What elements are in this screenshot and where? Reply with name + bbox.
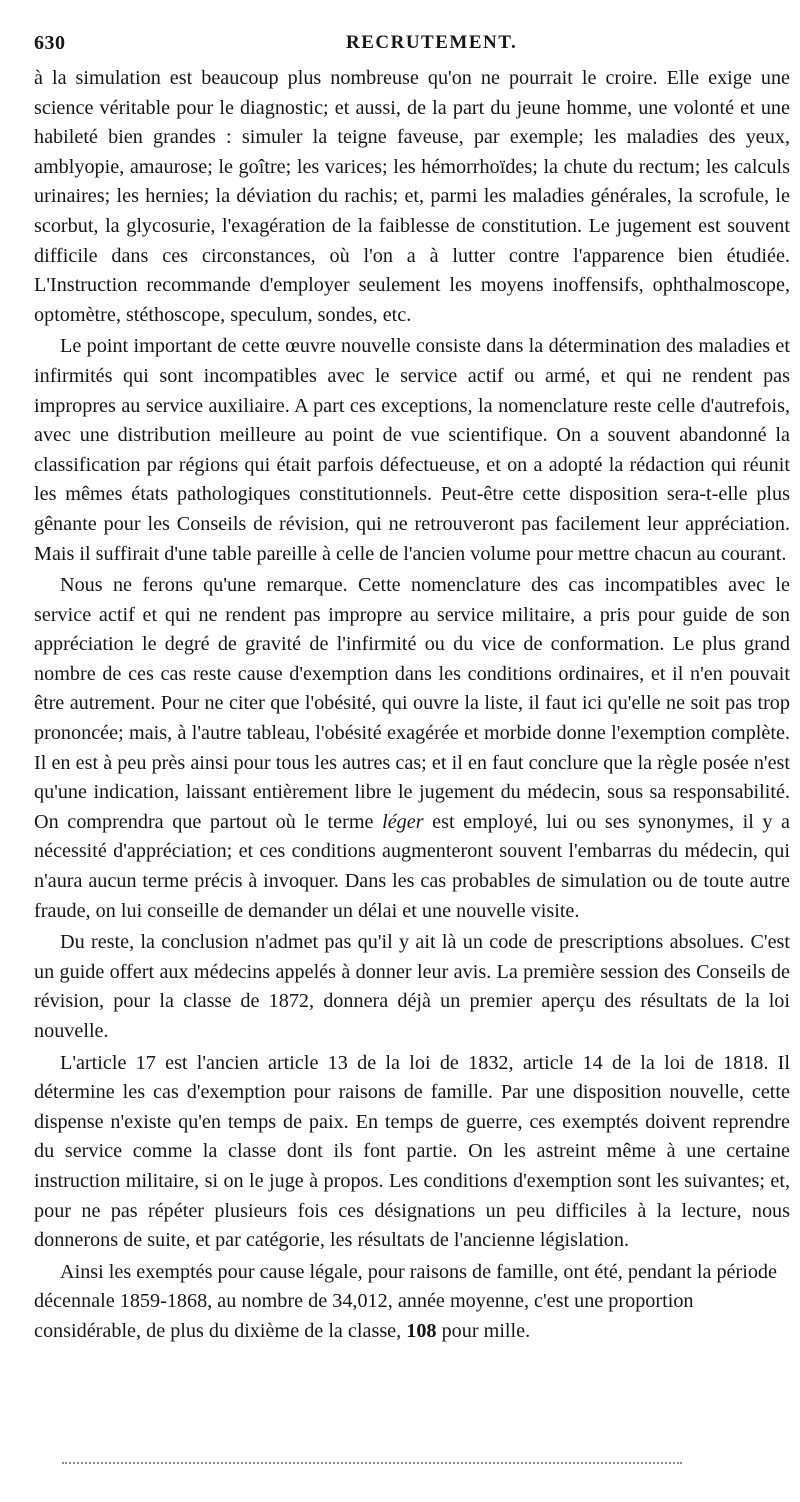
- proportion-figure: 108: [406, 1319, 437, 1342]
- italic-term-leger: léger: [382, 810, 424, 833]
- paragraph-exemptes-text-before: Ainsi les exemptés pour cause légale, pour raisons de famille, ont été, pendant la période décennale 1859-1868, au nombre de 34,012, année moyenne, c'est une proportion considérable, de plus du dixième de la classe,: [34, 1260, 777, 1342]
- paragraph-remarque: [34, 571, 790, 926]
- paragraph-exemptes-text-after: pour mille.: [441, 1319, 531, 1342]
- paragraph-remarque-text-after: est employé, lui ou ses synonymes, il y a nécessité d'appréciation; et ces conditions augmenteront souvent l'embarras du médecin, qui n'aura aucun terme précis à invoquer. Dans les cas probables de simulation ou de toute autre fraude, on lui conseille de demander un délai et une nouvelle visite.: [34, 810, 791, 922]
- paragraph-article-17: L'article 17 est l'ancien article 13 de la loi de 1832, article 14 de la loi de 1818. Il détermine les cas d'exemption pour raisons de famille. Par une disposition nouvelle, cette dispense n'existe qu'en temps de paix. En temps de guerre, ces exemptés doivent reprendre du service comme la classe dont ils font partie. On les astreint même à une certaine instruction militaire, si on le juge à propos. Les conditions d'exemption sont les suivantes; et, pour ne pas répéter plusieurs fois ces désignations un peu difficiles à la lecture, nous donnerons de suite, et par catégorie, les résultats de l'ancienne législation.: [34, 1051, 790, 1252]
- body-text: [34, 64, 790, 1349]
- running-header: [34, 32, 794, 58]
- paragraph-conclusion: Du reste, la conclusion n'admet pas qu'il y ait là un code de prescriptions absolues. C'est un guide offert aux médecins appelés à donner leur avis. La première session des Conseils de révision, pour la classe de 1872, donnera déjà un premier aperçu des résultats de la loi nouvelle.: [34, 931, 790, 1042]
- paragraph-remarque-text-before: Nous ne ferons qu'une remarque. Cette nomenclature des cas incompatibles avec le service actif et qui ne rendent pas impropre au service militaire, a pris pour guide de son appréciation le degré de gravité de l'infirmité ou du vice de conformation. Le plus grand nombre de ces cas reste cause d'exemption dans les conditions ordinaires, et il n'en pouvait être autrement. Pour ne citer que l'obésité, qui ouvre la liste, il faut ici qu'elle ne soit pas trop prononcée; mais, à l'autre tableau, l'obésité exagérée et morbide donne l'exemption complète. Il en est à peu près ainsi pour tous les autres cas; et il en faut conclure que la règle posée n'est qu'une indication, laissant entièrement libre le jugement du médecin, sous sa responsabilité. On comprendra que partout où le terme: [34, 574, 790, 833]
- footer-rule: [62, 1462, 682, 1464]
- page-number: 630: [34, 32, 66, 54]
- paragraph-point-important: Le point important de cette œuvre nouvelle consiste dans la détermination des maladies et infirmités qui sont incompatibles avec le service actif ou armé, et qui ne rendent pas impropres au service auxiliaire. A part ces exceptions, la nomenclature reste celle d'autrefois, avec une distribution meilleure au point de vue scientifique. On a souvent abandonné la classification par régions qui était parfois défectueuse, et on a adopté la rédaction qui réunit les mêmes états pathologiques constitutionnels. Peut-être cette disposition sera-t-elle plus gênante pour les Conseils de révision, qui ne retrouveront pas facilement leur appréciation. Mais il suffirait d'une table pareille à celle de l'ancien volume pour mettre chacun au courant.: [34, 335, 790, 565]
- paragraph-exemptes: [34, 1258, 790, 1347]
- running-title: RECRUTEMENT.: [346, 32, 518, 53]
- paragraph-simulation: à la simulation est beaucoup plus nombreuse qu'on ne pourrait le croire. Elle exige une science véritable pour le diagnostic; et aussi, de la part du jeune homme, une volonté et une habileté bien grandes : simuler la teigne faveuse, par exemple; les maladies des yeux, amblyopie, amaurose; le goître; les varices; les hémorrhoïdes; la chute du rectum; les calculs urinaires; les hernies; la déviation du rachis; et, parmi les maladies générales, la scrofule, le scorbut, la glycosurie, l'exagération de la faiblesse de constitution. Le jugement est souvent difficile dans ces circonstances, où l'on a à lutter contre l'apparence bien étudiée. L'Instruction recommande d'employer seulement les moyens inoffensifs, ophthalmoscope, optomètre, stéthoscope, speculum, sondes, etc.: [34, 67, 790, 326]
